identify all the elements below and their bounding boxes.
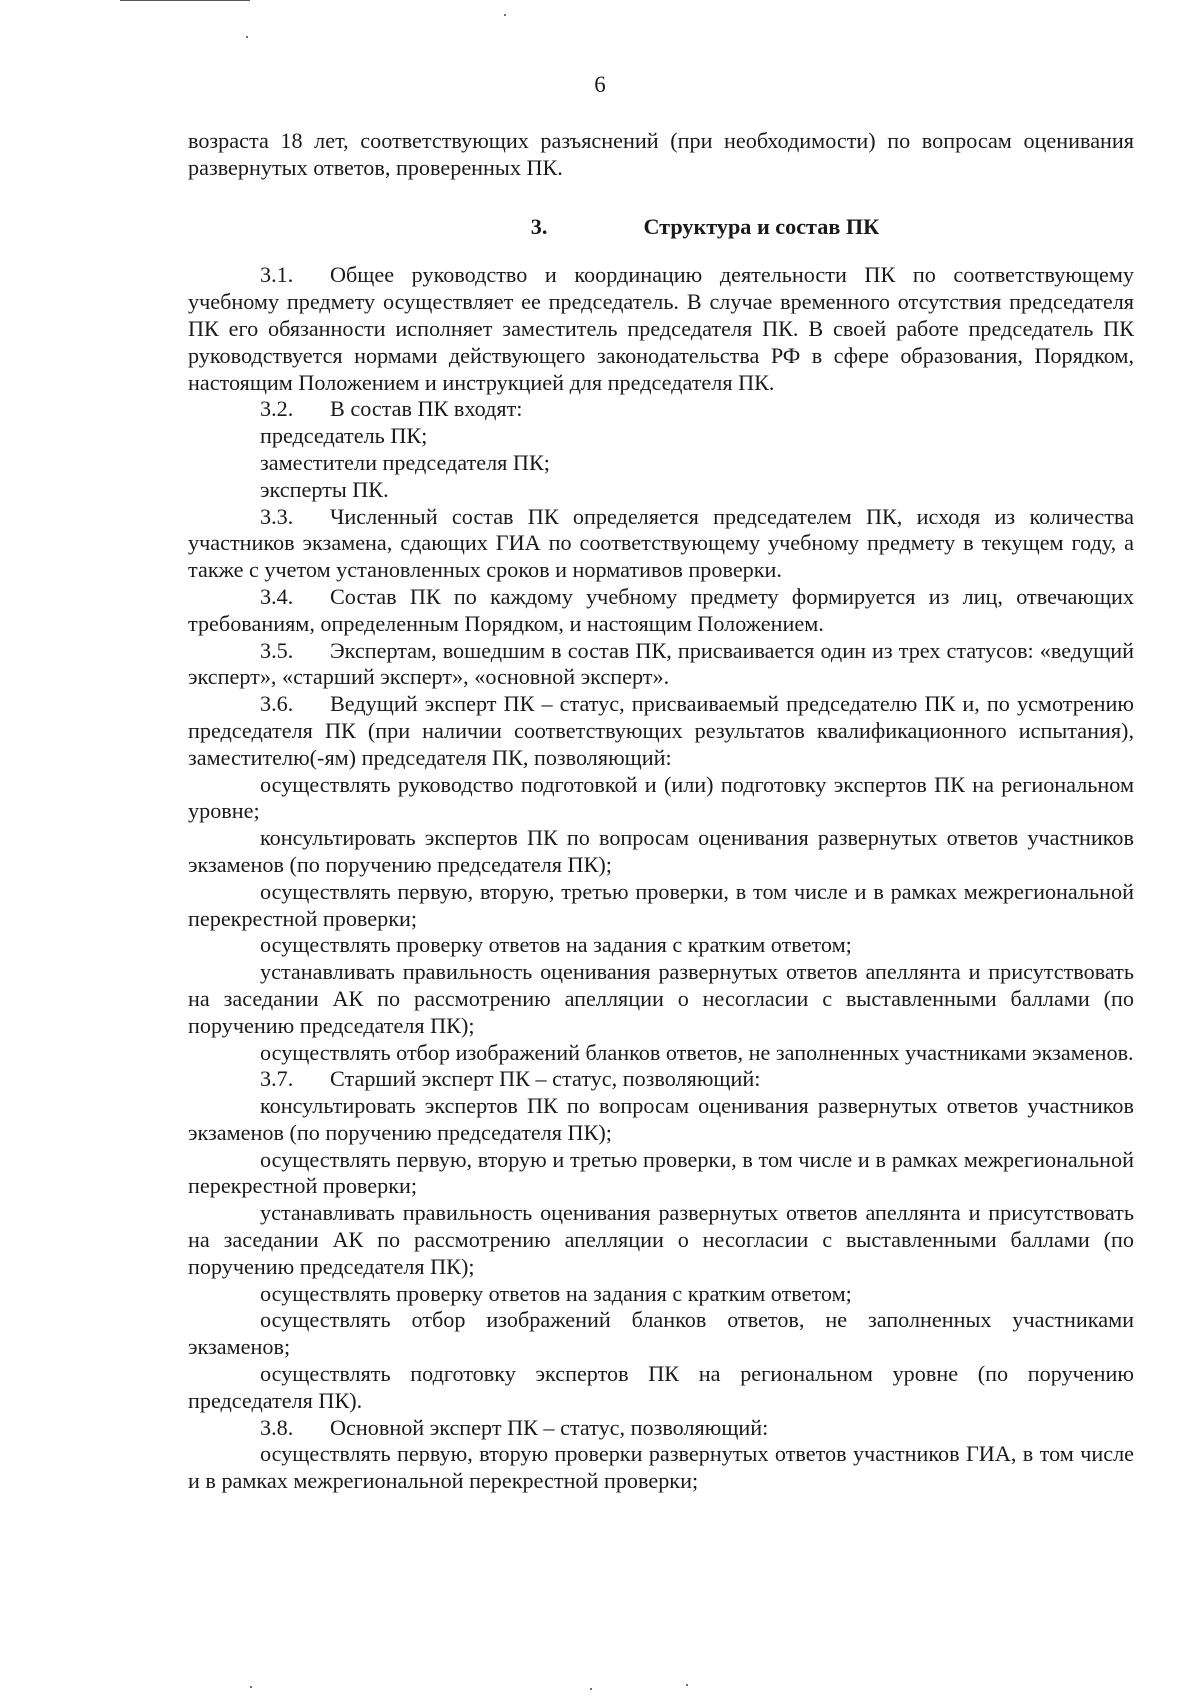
numbered-paragraph	[188, 691, 1134, 771]
document-body	[188, 128, 1134, 1495]
composition-list-item: председатель ПК;	[260, 423, 428, 449]
paragraph-text: В состав ПК входят:	[330, 396, 523, 422]
permission-item: осуществлять проверку ответов на задания с кратким ответом;	[260, 1280, 852, 1306]
permission-item: осуществлять отбор изображений бланков ответов, не заполненных участниками экзаменов;	[188, 1307, 1134, 1360]
numbered-paragraph	[188, 1415, 1134, 1442]
numbered-paragraph	[188, 638, 1134, 692]
paragraph-text: Старший эксперт ПК – статус, позволяющий:	[330, 1066, 761, 1092]
section-number: 3.	[530, 213, 548, 239]
permission-item: осуществлять проверку ответов на задания с кратким ответом;	[260, 932, 852, 958]
scan-artifact-line	[120, 0, 250, 1]
scan-speck	[246, 36, 248, 38]
paragraph-text: Общее руководство и координацию деятельности ПК по соответствующему учебному предмету осуществляет ее председатель. В случае временного отсутствия председателя ПК его обязанности исполняет заместитель председателя ПК. В своей работе председатель ПК руководствуется нормами действующего законодательства РФ в сфере образования, Порядком, настоящим Положением и инструкцией для председателя ПК.	[188, 262, 1134, 395]
paragraph-text: Экспертам, вошедшим в состав ПК, присваивается один из трех статусов: «ведущий эксперт», «старший эксперт», «основной эксперт».	[188, 637, 1134, 690]
paragraph-text: Состав ПК по каждому учебному предмету формируется из лиц, отвечающих требованиям, определенным Порядком, и настоящим Положением.	[188, 583, 1134, 636]
numbered-paragraph	[188, 504, 1134, 584]
page-number: 6	[594, 72, 606, 97]
paragraph-text: Основной эксперт ПК – статус, позволяющий:	[330, 1414, 769, 1440]
permission-item: осуществлять руководство подготовкой и (или) подготовку экспертов ПК на региональном уровне;	[188, 771, 1134, 824]
permission-item: осуществлять первую, вторую, третью проверки, в том числе и в рамках межрегиональной перекрестной проверки;	[188, 878, 1134, 931]
scan-speck	[590, 1688, 592, 1690]
composition-list-item: эксперты ПК.	[260, 476, 389, 502]
paragraph-number: 3.3.	[260, 503, 294, 529]
paragraph-number: 3.5.	[260, 637, 294, 663]
numbered-paragraph	[188, 1066, 1134, 1093]
paragraph-number: 3.8.	[260, 1414, 294, 1440]
paragraph-text: Ведущий эксперт ПК – статус, присваиваемый председателю ПК и, по усмотрению председателя ПК (при наличии соответствующих результатов квалификационного испытания), заместителю(-ям) председателя ПК, позволяющий:	[188, 691, 1134, 770]
intro-paragraph: возраста 18 лет, соответствующих разъяснений (при необходимости) по вопросам оценивания развернутых ответов, проверенных ПК.	[188, 128, 1134, 180]
section-paragraphs	[188, 262, 1134, 1495]
permission-item: устанавливать правильность оценивания развернутых ответов апеллянта и присутствовать на заседании АК по рассмотрению апелляции о несогласии с выставленными баллами (по поручению председателя ПК);	[188, 959, 1134, 1038]
paragraph-number: 3.6.	[260, 691, 294, 717]
composition-list-item: заместители председателя ПК;	[260, 449, 550, 475]
permission-item: устанавливать правильность оценивания развернутых ответов апеллянта и присутствовать на заседании АК по рассмотрению апелляции о несогласии с выставленными баллами (по поручению председателя ПК);	[188, 1200, 1134, 1279]
scan-speck	[250, 1686, 252, 1688]
permission-item: осуществлять первую, вторую и третью проверки, в том числе и в рамках межрегиональной перекрестной проверки;	[188, 1146, 1134, 1199]
permission-item: консультировать экспертов ПК по вопросам оценивания развернутых ответов участников экзаменов (по поручению председателя ПК);	[188, 825, 1134, 877]
numbered-paragraph	[188, 584, 1134, 638]
paragraph-text: Численный состав ПК определяется председателем ПК, исходя из количества участников экзамена, сдающих ГИА по соответствующему учебному предмету в текущем году, а также с учетом установленных сроков и нормативов проверки.	[188, 503, 1134, 583]
paragraph-number: 3.2.	[260, 396, 294, 422]
paragraph-number: 3.7.	[260, 1066, 294, 1092]
section-heading	[188, 214, 1134, 241]
paragraph-number: 3.4.	[260, 583, 294, 609]
section-title: Структура и состав ПК	[643, 213, 880, 239]
scan-speck	[686, 1684, 688, 1686]
numbered-paragraph	[188, 396, 1134, 423]
paragraph-number: 3.1.	[260, 262, 294, 288]
scan-speck	[504, 14, 506, 16]
permission-item: осуществлять первую, вторую проверки развернутых ответов участников ГИА, в том числе и в рамках межрегиональной перекрестной проверки;	[188, 1441, 1134, 1494]
numbered-paragraph	[188, 262, 1134, 396]
permission-item: осуществлять подготовку экспертов ПК на региональном уровне (по поручению председателя ПК).	[188, 1361, 1134, 1413]
permission-item: осуществлять отбор изображений бланков ответов, не заполненных участниками экзаменов.	[260, 1039, 1134, 1065]
permission-item: консультировать экспертов ПК по вопросам оценивания развернутых ответов участников экзаменов (по поручению председателя ПК);	[188, 1093, 1134, 1145]
